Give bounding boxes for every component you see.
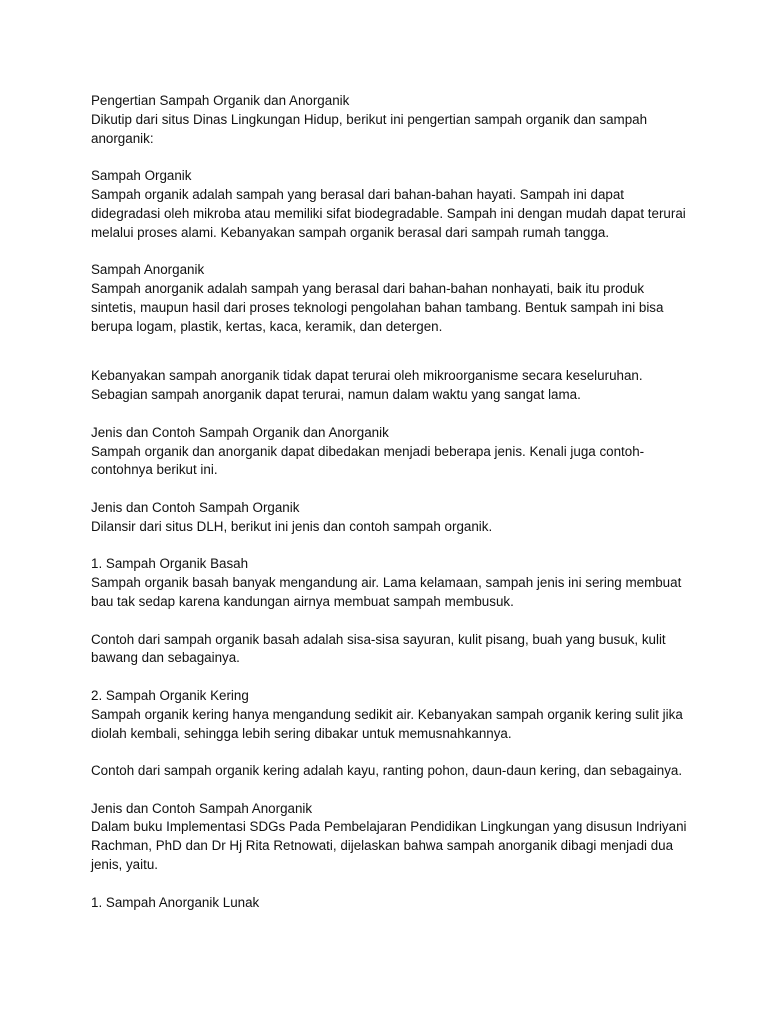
- basah-heading: 1. Sampah Organik Basah: [91, 556, 249, 572]
- spacer: [91, 743, 691, 762]
- spacer: [91, 612, 691, 631]
- document-body: [91, 92, 691, 912]
- kering-paragraph: Sampah organik kering hanya mengandung sedikit air. Kebanyakan sampah organik kering sulit jika diolah kembali, sehingga lebih sering dibakar untuk memusnahkannya.: [91, 706, 683, 741]
- jenis-organik-heading: Jenis dan Contoh Sampah Organik: [91, 499, 300, 515]
- intro-paragraph: Dikutip dari situs Dinas Lingkungan Hidup, berikut ini pengertian sampah organik dan sampah anorganik:: [91, 111, 648, 146]
- anorganik-paragraph: Sampah anorganik adalah sampah yang berasal dari bahan-bahan nonhayati, baik itu produk sintetis, maupun hasil dari proses teknologi pengolahan bahan tambang. Bentuk sampah ini bisa berupa logam, plastik, kertas, kaca, keramik, dan detergen.: [91, 280, 664, 334]
- jenis-anorganik-paragraph: Dalam buku Implementasi SDGs Pada Pembelajaran Pendidikan Lingkungan yang disusun Indriyani Rachman, PhD dan Dr Hj Rita Retnowati, dijelaskan bahwa sampah anorganik dibagi menjadi dua jenis, yaitu.: [91, 819, 687, 873]
- kering-heading: 2. Sampah Organik Kering: [91, 687, 249, 703]
- lunak-heading: 1. Sampah Anorganik Lunak: [91, 894, 260, 910]
- organik-heading: Sampah Organik: [91, 168, 192, 184]
- basah-contoh-paragraph: Contoh dari sampah organik basah adalah sisa-sisa sayuran, kulit pisang, buah yang busuk, kulit bawang dan sebagainya.: [91, 631, 666, 666]
- document-title: Pengertian Sampah Organik dan Anorganik: [91, 93, 350, 108]
- jenis-organik-paragraph: Dilansir dari situs DLH, berikut ini jenis dan contoh sampah organik.: [91, 518, 493, 534]
- spacer: [91, 537, 691, 556]
- spacer: [91, 336, 691, 367]
- spacer: [91, 242, 691, 261]
- organik-paragraph: Sampah organik adalah sampah yang berasal dari bahan-bahan hayati. Sampah ini dapat didegradasi oleh mikroba atau memiliki sifat biodegradable. Sampah ini dengan mudah dapat terurai melalui proses alami. Kebanyakan sampah organik berasal dari sampah rumah tangga.: [91, 186, 686, 240]
- spacer: [91, 405, 691, 424]
- anorganik-heading: Sampah Anorganik: [91, 262, 205, 278]
- anorganik-note-paragraph: Kebanyakan sampah anorganik tidak dapat terurai oleh mikroorganisme secara keseluruhan. Sebagian sampah anorganik dapat terurai, namun dalam waktu yang sangat lama.: [91, 368, 643, 403]
- spacer: [91, 781, 691, 800]
- spacer: [91, 480, 691, 499]
- jenis-paragraph: Sampah organik dan anorganik dapat dibedakan menjadi beberapa jenis. Kenali juga contoh-contohnya berikut ini.: [91, 443, 645, 478]
- spacer: [91, 148, 691, 167]
- jenis-anorganik-heading: Jenis dan Contoh Sampah Anorganik: [91, 800, 313, 816]
- kering-contoh-paragraph: Contoh dari sampah organik kering adalah kayu, ranting pohon, daun-daun kering, dan sebagainya.: [91, 763, 683, 779]
- spacer: [91, 668, 691, 687]
- basah-paragraph: Sampah organik basah banyak mengandung air. Lama kelamaan, sampah jenis ini sering membuat bau tak sedap karena kandungan airnya membuat sampah membusuk.: [91, 575, 682, 609]
- jenis-heading: Jenis dan Contoh Sampah Organik dan Anorganik: [91, 424, 389, 440]
- spacer: [91, 875, 691, 894]
